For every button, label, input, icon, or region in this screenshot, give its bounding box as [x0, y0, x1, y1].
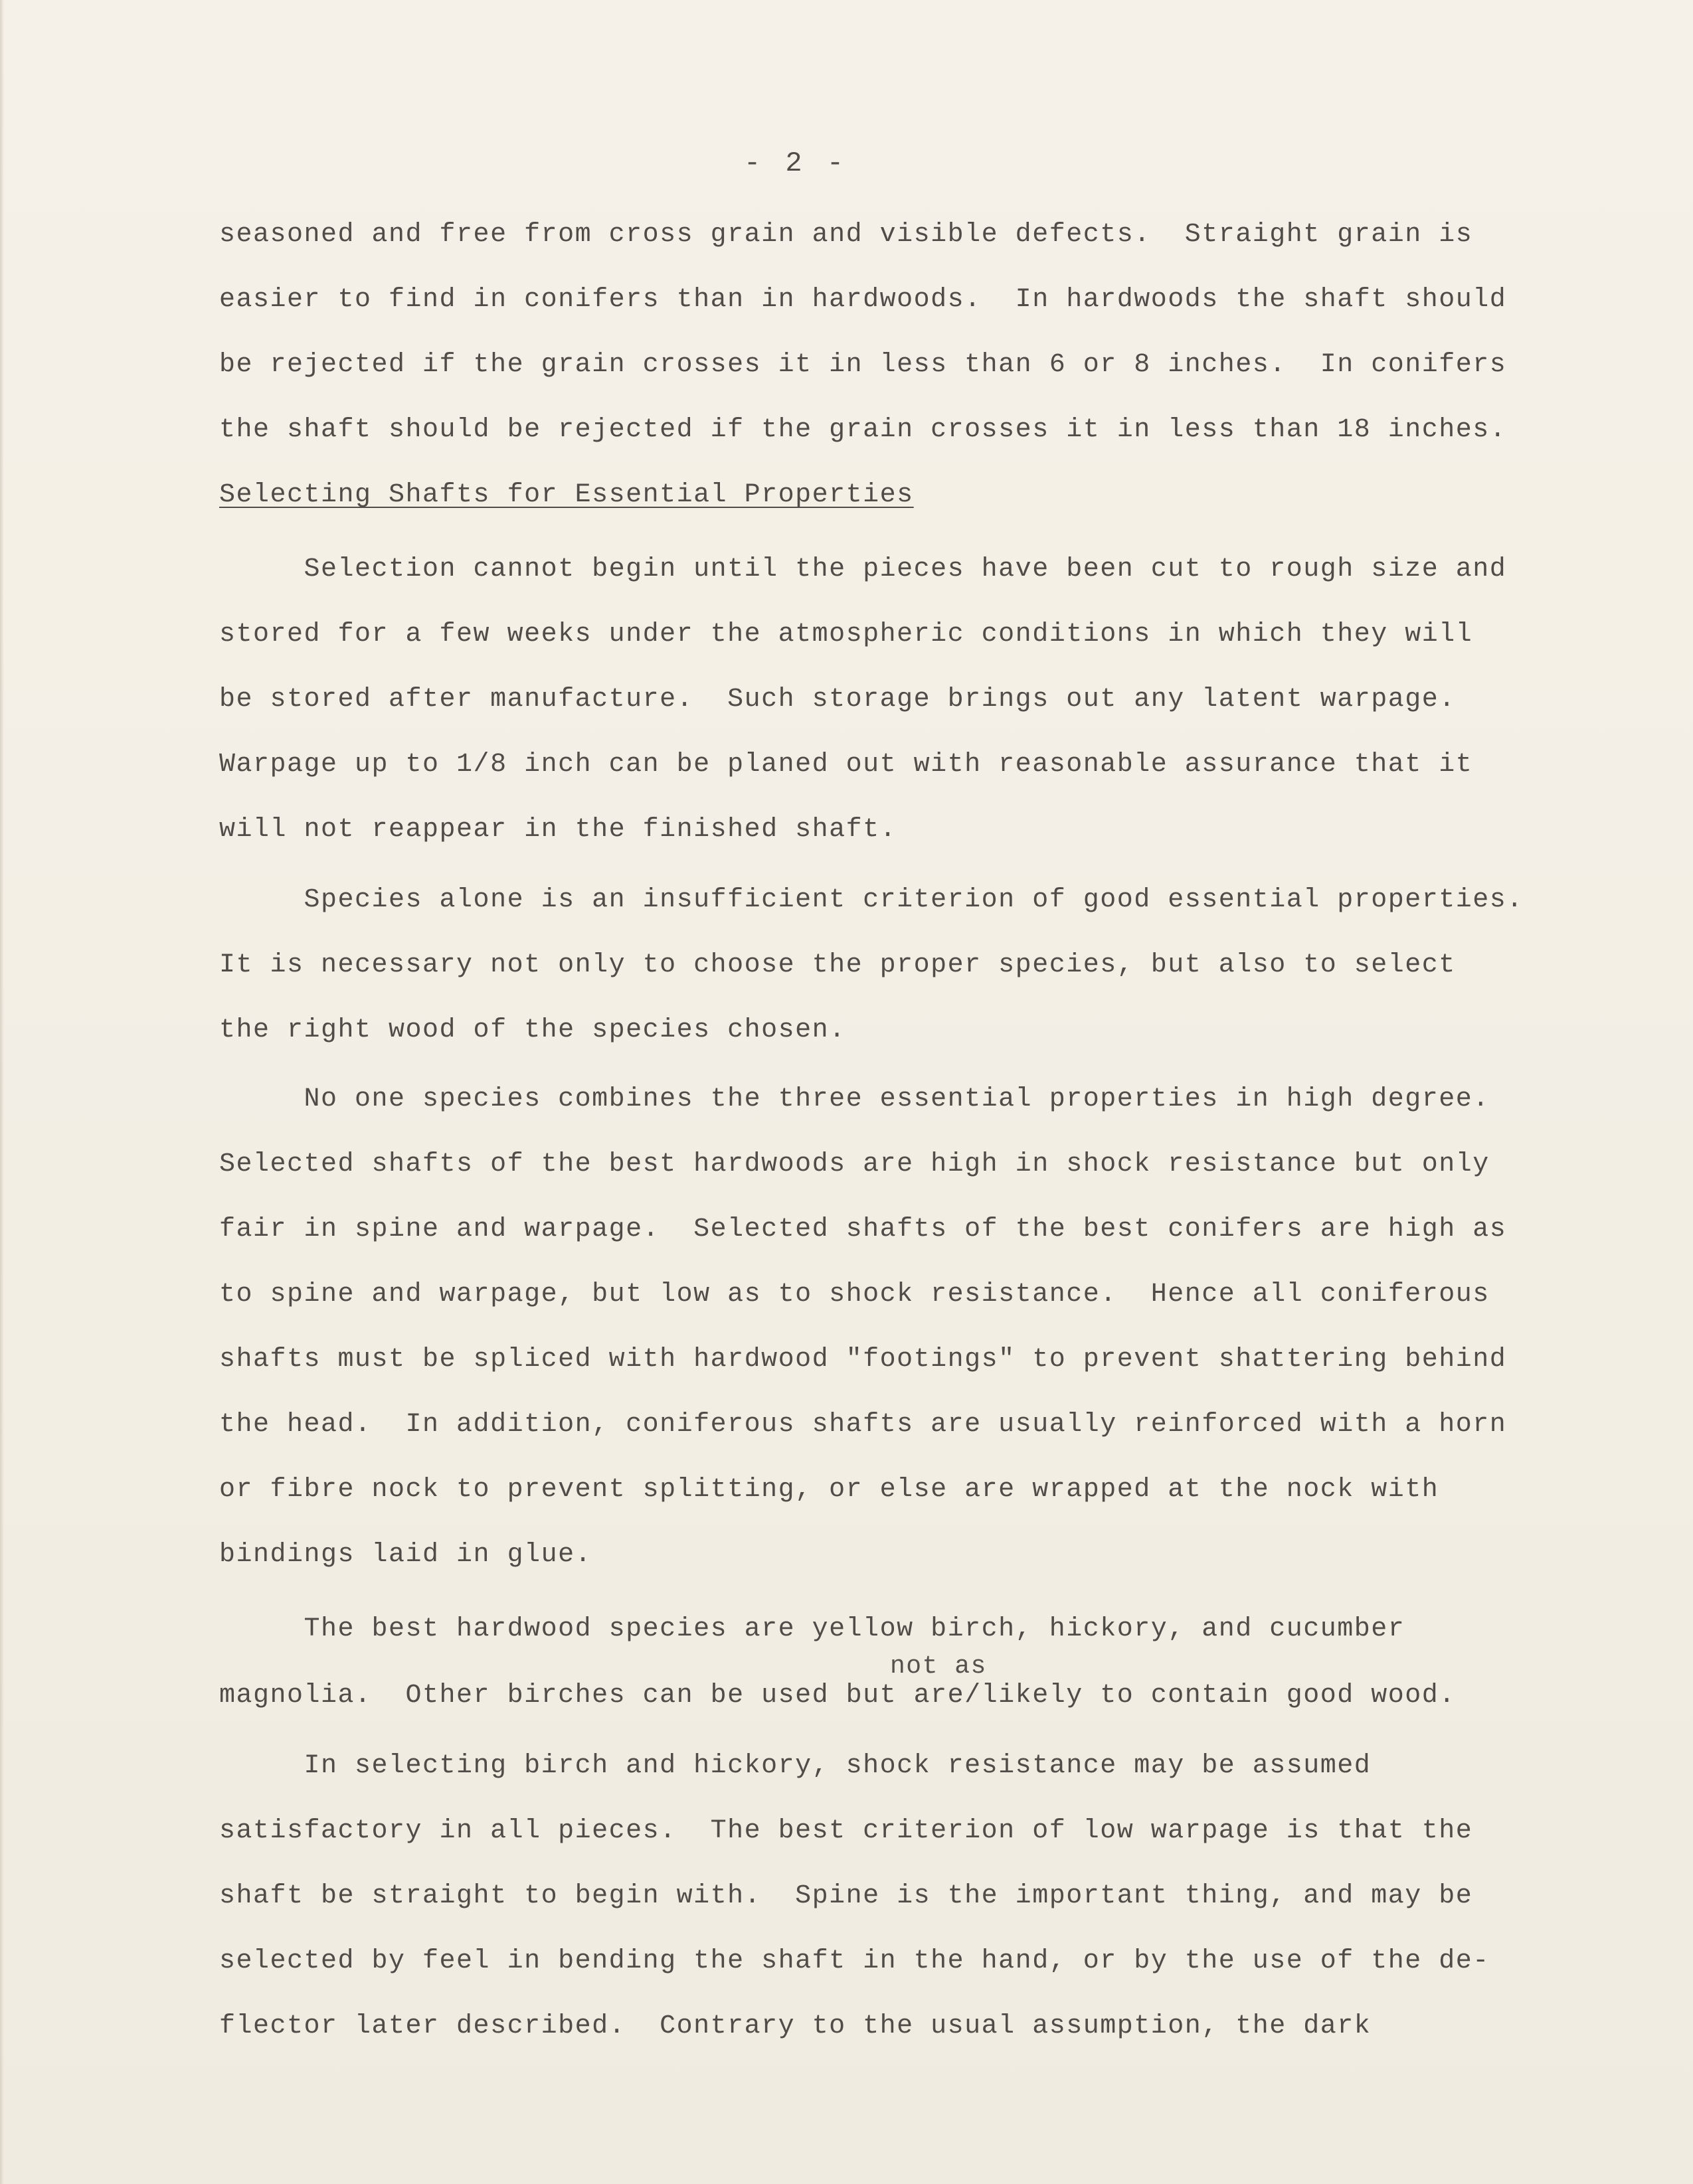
text-line: be stored after manufacture. Such storage brings out any latent warpage.	[219, 685, 1456, 714]
text-line: stored for a few weeks under the atmospheric conditions in which they will	[219, 620, 1473, 649]
paper-edge	[0, 0, 4, 2184]
text-line: It is necessary not only to choose the proper species, but also to select	[219, 950, 1456, 980]
text-line: the head. In addition, coniferous shafts are usually reinforced with a horn	[219, 1410, 1507, 1440]
text-line: be rejected if the grain crosses it in less than 6 or 8 inches. In conifers	[219, 350, 1507, 380]
text-line: selected by feel in bending the shaft in the hand, or by the use of the de-	[219, 1946, 1490, 1976]
text-line: Warpage up to 1/8 inch can be planed out with reasonable assurance that it	[219, 750, 1473, 780]
text-line: No one species combines the three essential properties in high degree.	[219, 1084, 1490, 1114]
text-line: In selecting birch and hickory, shock resistance may be assumed	[219, 1751, 1372, 1781]
text-line: Selection cannot begin until the pieces have been cut to rough size and	[219, 554, 1507, 584]
text-line: shafts must be spliced with hardwood "footings" to prevent shattering behind	[219, 1345, 1507, 1375]
text-line: the right wood of the species chosen.	[219, 1015, 846, 1045]
text-line: the shaft should be rejected if the grain crosses it in less than 18 inches.	[219, 415, 1507, 445]
page-number: - 2 -	[744, 147, 848, 179]
text-line: to spine and warpage, but low as to shock resistance. Hence all coniferous	[219, 1280, 1490, 1309]
text-line: or fibre nock to prevent splitting, or else are wrapped at the nock with	[219, 1475, 1439, 1505]
text-line: The best hardwood species are yellow birch, hickory, and cucumber	[219, 1614, 1405, 1644]
text-line: fair in spine and warpage. Selected shafts of the best conifers are high as	[219, 1215, 1507, 1244]
text-line: magnolia. Other birches can be used but are/likely to contain good wood.	[219, 1681, 1456, 1711]
text-line: shaft be straight to begin with. Spine is the important thing, and may be	[219, 1881, 1473, 1911]
text-line: flector later described. Contrary to the usual assumption, the dark	[219, 2011, 1372, 2041]
text-line: Species alone is an insufficient criterion of good essential properties.	[219, 885, 1524, 915]
text-line: Selected shafts of the best hardwoods are high in shock resistance but only	[219, 1149, 1490, 1179]
section-heading: Selecting Shafts for Essential Properties	[219, 480, 914, 510]
interlinear-insertion: not as	[890, 1652, 987, 1681]
text-line: easier to find in conifers than in hardwoods. In hardwoods the shaft should	[219, 285, 1507, 315]
text-line: bindings laid in glue.	[219, 1540, 592, 1570]
text-line: satisfactory in all pieces. The best criterion of low warpage is that the	[219, 1816, 1473, 1846]
text-line: will not reappear in the finished shaft.	[219, 815, 897, 845]
text-line: seasoned and free from cross grain and visible defects. Straight grain is	[219, 220, 1473, 250]
